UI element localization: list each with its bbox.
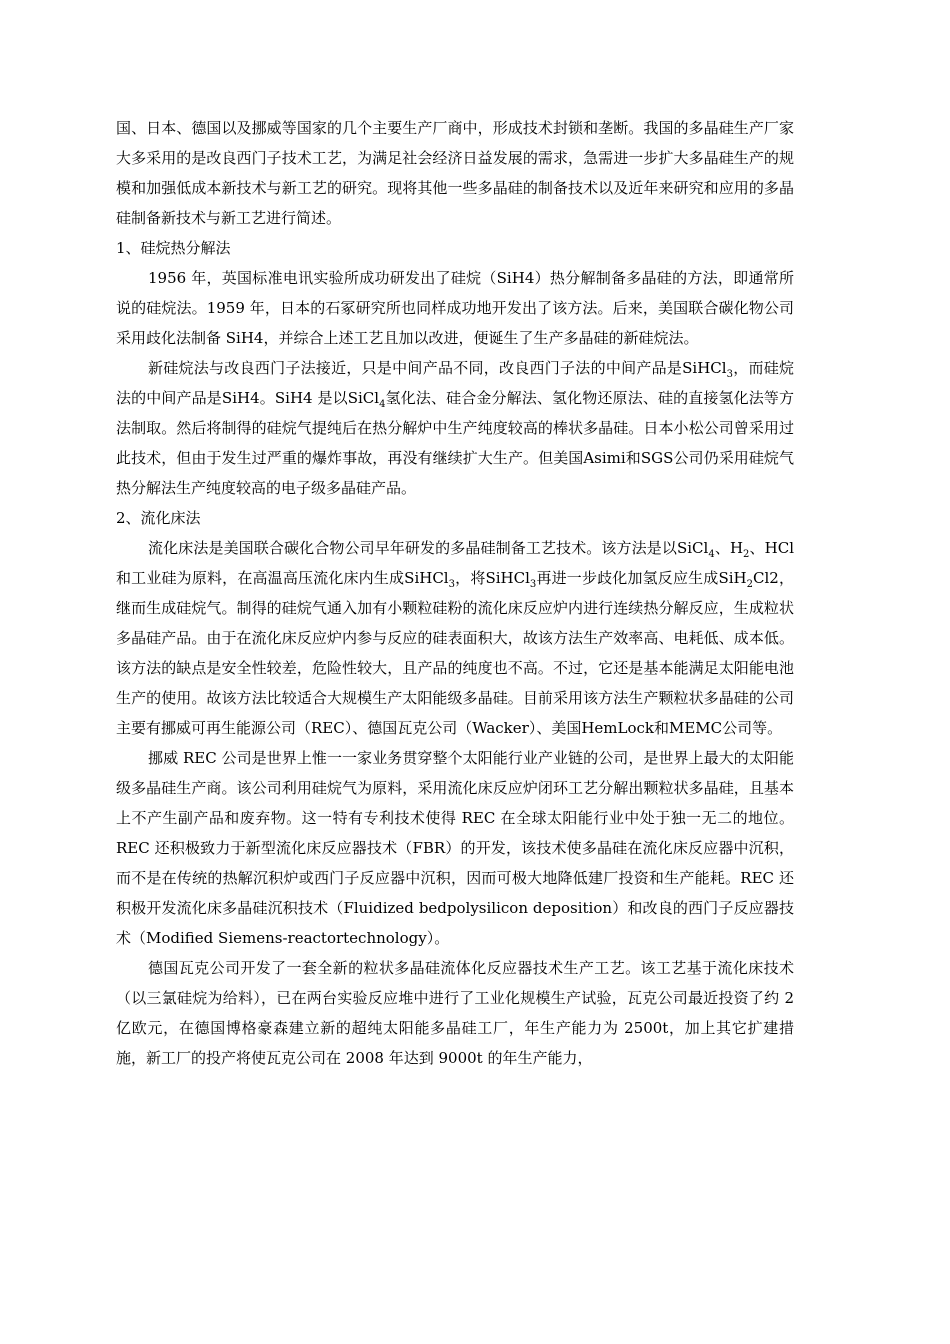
heading-fluidized-bed: 2、流化床法: [116, 509, 201, 527]
subscript: 2: [743, 549, 750, 560]
paragraph-intro: 国、日本、德国以及挪威等国家的几个主要生产厂商中，形成技术封锁和垄断。我国的多晶硅生产厂家大多采用的是改良西门子技术工艺，为满足社会经济日益发展的需求，急需进一步扩大多晶硅生产的规模和加强低成本新技术与新工艺的研究。现将其他一些多晶硅的制备技术以及近年来研究和应用的多晶硅制备新技术与新工艺进行简述。: [116, 119, 794, 227]
paragraph-wacker: 德国瓦克公司开发了一套全新的粒状多晶硅流体化反应器技术生产工艺。该工艺基于流化床技术（以三氯硅烷为给料），已在两台实验反应堆中进行了工业化规模生产试验，瓦克公司最近投资了约 2 亿欧元，在德国博格豪森建立新的超纯太阳能多晶硅工厂，年生产能力为 2500t，加上其它扩建措施，新工厂的投产将使瓦克公司在 2008 年达到 9000t 的年生产能力，: [116, 959, 794, 1067]
text-run: ，而硅烷法的中间产品是SiH4。SiH4 是以SiCl: [116, 359, 794, 407]
subscript: 3: [529, 579, 537, 590]
text-run: ，将SiHCl: [454, 569, 530, 587]
document-page: [116, 113, 794, 1073]
paragraph-fluidized-bed: [116, 533, 794, 743]
text-run: 、HCl和工业硅为原料，在高温高压流化床内生成SiHCl: [116, 539, 794, 587]
subscript: 4: [708, 549, 715, 560]
subscript: 2: [746, 579, 753, 590]
text-run: 、H: [714, 539, 744, 557]
text-run: Cl2，继而生成硅烷气。制得的硅烷气通入加有小颗粒硅粉的流化床反应炉内进行连续热分解反应，生成粒状多晶硅产品。由于在流化床反应炉内参与反应的硅表面积大，故该方法生产效率高、电耗低、成本低。该方法的缺点是安全性较差，危险性较大，且产品的纯度也不高。不过，它还是基本能满足太阳能电池生产的使用。故该方法比较适合大规模生产太阳能级多晶硅。目前采用该方法生产颗粒状多晶硅的公司主要有挪威可再生能源公司（REC）、德国瓦克公司（Wacker）、美国HemLock和MEMC公司等。: [116, 569, 794, 737]
text-run: 氢化法、硅合金分解法、氢化物还原法、硅的直接氢化法等方法制取。然后将制得的硅烷气提纯后在热分解炉中生产纯度较高的棒状多晶硅。日本小松公司曾采用过此技术，但由于发生过严重的爆炸事故，再没有继续扩大生产。但美国Asimi和SGS公司仍采用硅烷气热分解法生产纯度较高的电子级多晶硅产品。: [116, 389, 794, 497]
text-run: 新硅烷法与改良西门子法接近，只是中间产品不同，改良西门子法的中间产品是SiHCl: [148, 359, 727, 377]
subscript: 4: [379, 399, 386, 410]
paragraph-silane-process: [116, 353, 794, 503]
paragraph-rec: 挪威 REC 公司是世界上惟一一家业务贯穿整个太阳能行业产业链的公司，是世界上最大的太阳能级多晶硅生产商。该公司利用硅烷气为原料，采用流化床反应炉闭环工艺分解出颗粒状多晶硅，且基本上不产生副产品和废弃物。这一特有专利技术使得 REC 在全球太阳能行业中处于独一无二的地位。REC 还积极致力于新型流化床反应器技术（FBR）的开发，该技术使多晶硅在流化床反应器中沉积，而不是在传统的热解沉积炉或西门子反应器中沉积，因而可极大地降低建厂投资和生产能耗。REC 还积极开发流化床多晶硅沉积技术（Fluidized bedpolysilicon deposition）和改良的西门子反应器技术（Modified Siemens-reactortechnology）。: [116, 749, 794, 947]
heading-silane-method: 1、硅烷热分解法: [116, 239, 231, 257]
subscript: 3: [448, 579, 455, 590]
text-run: 再进一步歧化加氢反应生成SiH: [536, 569, 747, 587]
subscript: 3: [726, 369, 733, 380]
paragraph-silane-history: 1956 年，英国标准电讯实验所成功研发出了硅烷（SiH4）热分解制备多晶硅的方法，即通常所说的硅烷法。1959 年，日本的石冢研究所也同样成功地开发出了该方法。后来，美国联合碳化物公司采用歧化法制备 SiH4，并综合上述工艺且加以改进，便诞生了生产多晶硅的新硅烷法。: [116, 269, 794, 347]
text-run: 流化床法是美国联合碳化合物公司早年研发的多晶硅制备工艺技术。该方法是以SiCl: [148, 539, 709, 557]
